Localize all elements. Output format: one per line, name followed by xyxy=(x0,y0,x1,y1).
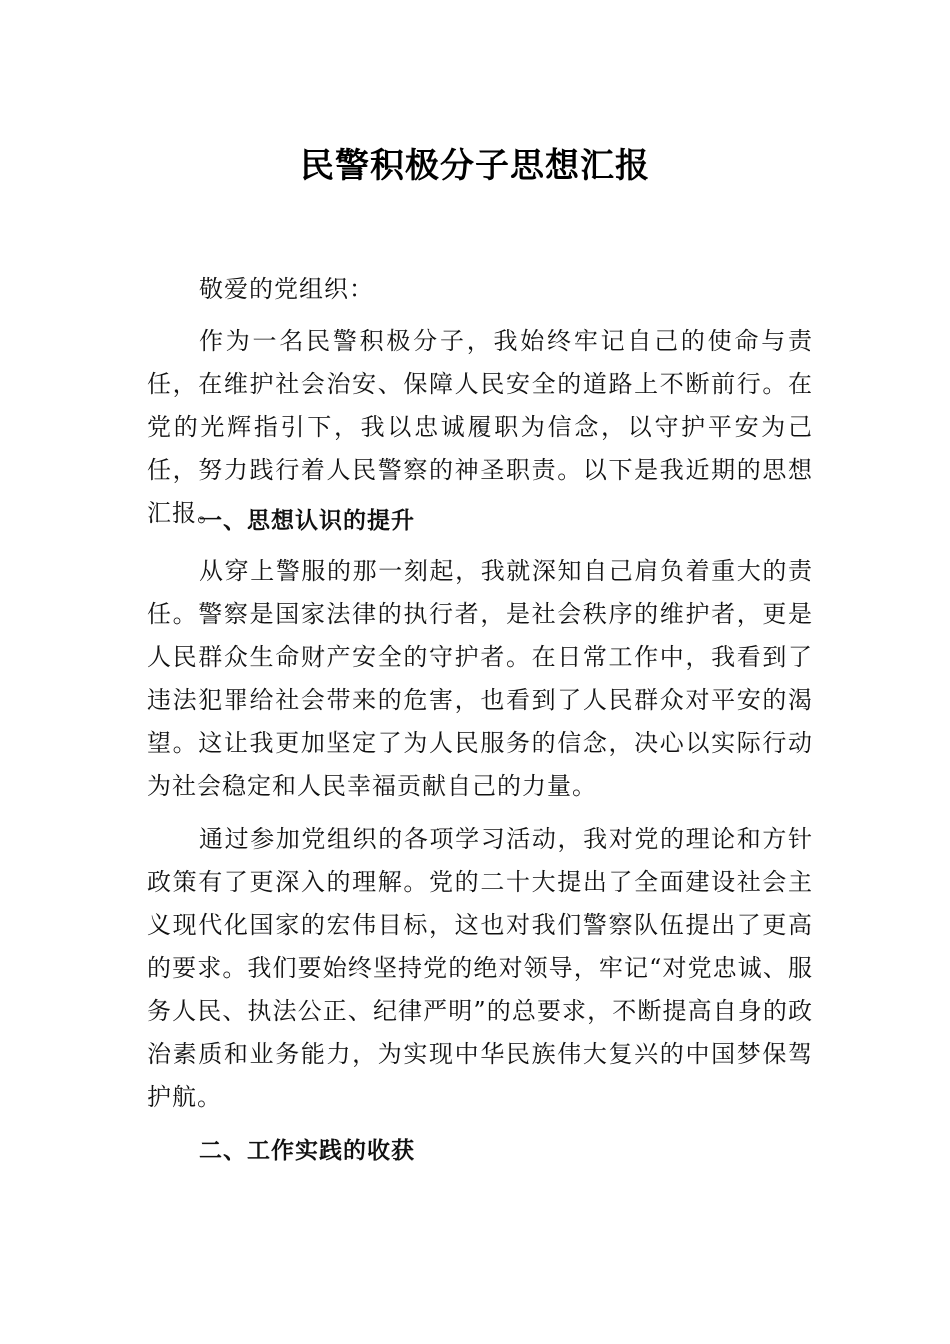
section1-heading-block xyxy=(147,500,813,543)
intro-paragraph: 作为一名民警积极分子，我始终牢记自己的使命与责任，在维护社会治安、保障人民安全的道路上不断前行。在党的光辉指引下，我以忠诚履职为信念，以守护平安为己任，努力践行着人民警察的神圣职责。以下是我近期的思想汇报。 xyxy=(147,327,813,527)
salutation-block xyxy=(147,268,813,311)
section1-paragraph-2: 通过参加党组织的各项学习活动，我对党的理论和方针政策有了更深入的理解。党的二十大提出了全面建设社会主义现代化国家的宏伟目标，这也对我们警察队伍提出了更高的要求。我们要始终坚持党的绝对领导，牢记“对党忠诚、服务人民、执法公正、纪律严明”的总要求，不断提高自身的政治素质和业务能力，为实现中华民族伟大复兴的中国梦保驾护航。 xyxy=(147,825,813,1111)
section2-heading-block xyxy=(147,1130,813,1173)
section-heading: 二、工作实践的收获 xyxy=(199,1138,415,1164)
section1-paragraph-1: 从穿上警服的那一刻起，我就深知自己肩负着重大的责任。警察是国家法律的执行者，是社会秩序的维护者，更是人民群众生命财产安全的守护者。在日常工作中，我看到了 违法犯罪给社会带来的危害，也看到了人民群众对平安的渴 望。这让我更加坚定了为人民服务的信念，决心以实际行动 为社会稳定和人民幸福贡献自己的力量。 xyxy=(147,557,813,800)
section1-para2-block xyxy=(147,818,813,1119)
document-title: 民警积极分子思想汇报 xyxy=(300,146,650,186)
section-heading: 一、思想认识的提升 xyxy=(199,508,415,534)
section1-para1-block xyxy=(147,550,813,808)
salutation: 敬爱的党组织： xyxy=(199,275,374,303)
